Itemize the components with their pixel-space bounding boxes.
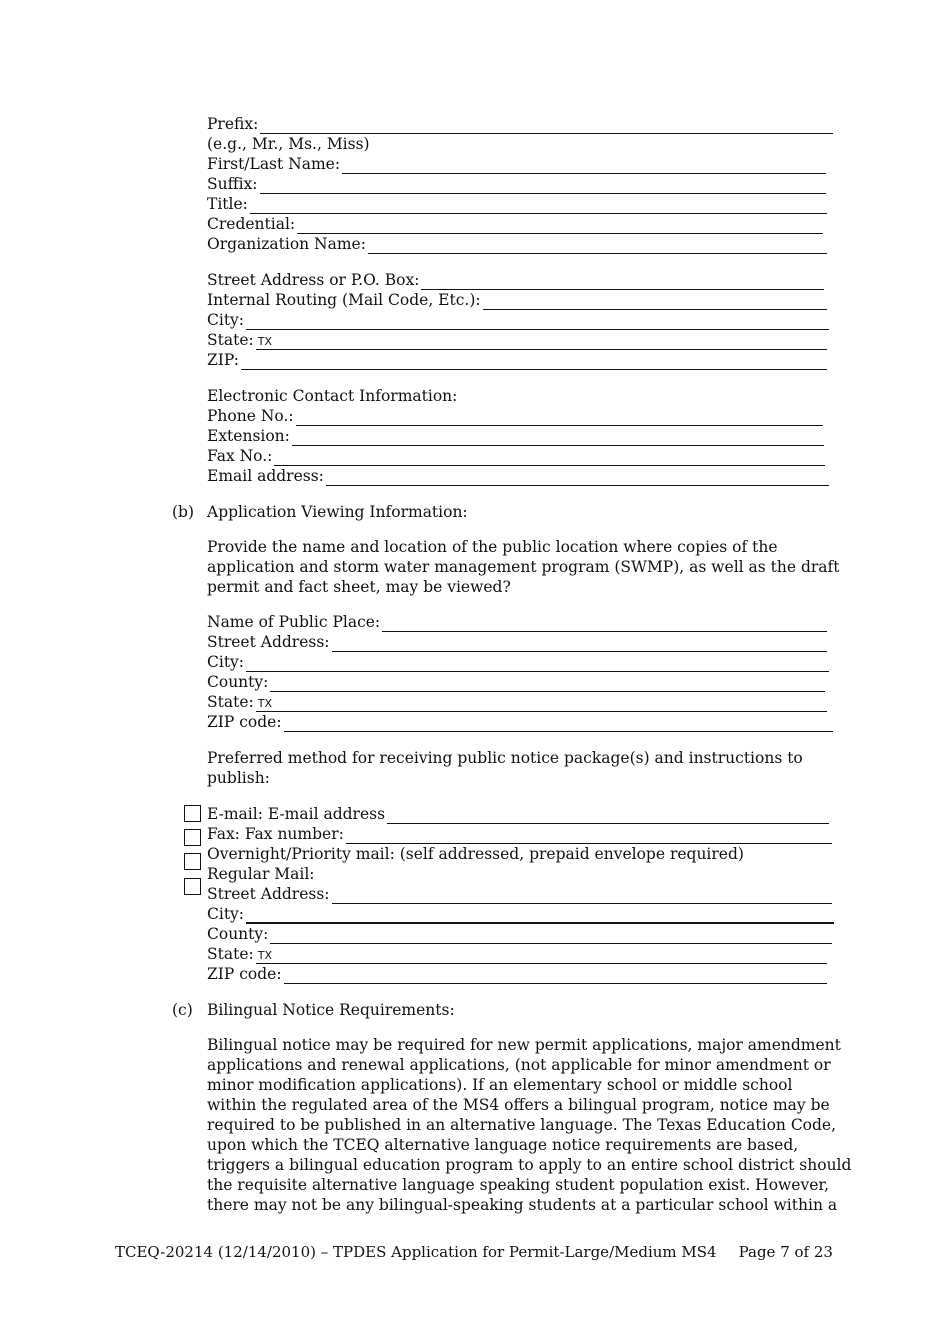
- public-state-value: TX: [257, 697, 272, 710]
- zip-field[interactable]: [207, 350, 827, 370]
- public-street-address-input-line[interactable]: [332, 636, 827, 652]
- fax-input-line[interactable]: [274, 450, 825, 466]
- fax-method-input-line[interactable]: [346, 828, 832, 844]
- mail-state-value: TX: [257, 949, 272, 962]
- public-place-label: Name of Public Place:: [207, 613, 381, 631]
- public-county-input-line[interactable]: [270, 676, 825, 692]
- section-b-heading: Application Viewing Information:: [207, 503, 468, 521]
- city-input-line[interactable]: [246, 314, 829, 330]
- public-place-field[interactable]: [207, 612, 827, 632]
- mail-state-input-line[interactable]: [256, 948, 827, 964]
- section-c-heading: Bilingual Notice Requirements:: [207, 1001, 455, 1019]
- public-street-address-field[interactable]: [207, 632, 827, 652]
- mail-county-label: County:: [207, 925, 269, 943]
- title-label: Title:: [207, 195, 248, 213]
- first-last-name-label: First/Last Name:: [207, 155, 341, 173]
- mail-zip-field[interactable]: [207, 964, 827, 984]
- mail-street-address-input-line[interactable]: [332, 888, 832, 904]
- street-address-input-line[interactable]: [421, 274, 824, 290]
- email-method-input-line[interactable]: [387, 808, 829, 824]
- state-value: TX: [257, 335, 272, 348]
- prefix-input-line[interactable]: [260, 118, 833, 134]
- extension-input-line[interactable]: [292, 430, 824, 446]
- public-street-address-label: Street Address:: [207, 633, 330, 651]
- overnight-method-checkbox[interactable]: [184, 853, 201, 870]
- email-method-checkbox[interactable]: [184, 805, 201, 822]
- fax-method-field[interactable]: [207, 824, 832, 844]
- mail-street-address-field[interactable]: [207, 884, 832, 904]
- electronic-contact-heading: Electronic Contact Information:: [207, 387, 458, 405]
- mail-city-label: City:: [207, 905, 245, 923]
- preferred-method-line: publish:: [207, 769, 270, 787]
- mail-state-field[interactable]: [207, 944, 827, 964]
- bilingual-paragraph-line: there may not be any bilingual-speaking students at a particular school within a: [207, 1196, 838, 1214]
- street-address-label: Street Address or P.O. Box:: [207, 271, 420, 289]
- organization-name-field[interactable]: [207, 234, 827, 254]
- mail-county-field[interactable]: [207, 924, 832, 944]
- first-last-name-field[interactable]: [207, 154, 826, 174]
- public-county-field[interactable]: [207, 672, 825, 692]
- mail-city-input-line[interactable]: [246, 907, 834, 924]
- email-method-field[interactable]: [207, 804, 829, 824]
- section-b-marker: (b): [172, 503, 195, 521]
- public-zip-label: ZIP code:: [207, 713, 282, 731]
- viewing-instructions-line: permit and fact sheet, may be viewed?: [207, 578, 511, 596]
- organization-name-label: Organization Name:: [207, 235, 366, 253]
- phone-label: Phone No.:: [207, 407, 294, 425]
- zip-label: ZIP:: [207, 351, 239, 369]
- email-input-line[interactable]: [326, 470, 829, 486]
- email-label: Email address:: [207, 467, 324, 485]
- city-label: City:: [207, 311, 245, 329]
- phone-input-line[interactable]: [296, 410, 823, 426]
- bilingual-paragraph-line: within the regulated area of the MS4 offers a bilingual program, notice may be: [207, 1096, 830, 1114]
- bilingual-paragraph-line: minor modification applications). If an elementary school or middle school: [207, 1076, 793, 1094]
- title-input-line[interactable]: [250, 198, 827, 214]
- credential-label: Credential:: [207, 215, 296, 233]
- page-footer: [115, 1242, 833, 1262]
- mail-zip-input-line[interactable]: [284, 968, 827, 984]
- phone-field[interactable]: [207, 406, 823, 426]
- public-county-label: County:: [207, 673, 269, 691]
- credential-input-line[interactable]: [297, 218, 823, 234]
- prefix-field[interactable]: [207, 114, 833, 134]
- public-zip-field[interactable]: [207, 712, 833, 732]
- fax-method-label: Fax: Fax number:: [207, 825, 344, 843]
- section-c-marker: (c): [172, 1001, 193, 1019]
- suffix-label: Suffix:: [207, 175, 258, 193]
- public-city-field[interactable]: [207, 652, 829, 672]
- suffix-field[interactable]: [207, 174, 826, 194]
- bilingual-paragraph-line: Bilingual notice may be required for new permit applications, major amendment: [207, 1036, 841, 1054]
- public-state-label: State:: [207, 693, 254, 711]
- internal-routing-input-line[interactable]: [483, 294, 827, 310]
- public-city-label: City:: [207, 653, 245, 671]
- preferred-method-line: Preferred method for receiving public notice package(s) and instructions to: [207, 749, 803, 767]
- viewing-instructions: [207, 537, 840, 597]
- footer-form-id: TCEQ-20214 (12/14/2010) – TPDES Application for Permit-Large/Medium MS4: [115, 1243, 717, 1261]
- bilingual-paragraph-line: upon which the TCEQ alternative language notice requirements are based,: [207, 1136, 799, 1154]
- footer-page-number: Page 7 of 23: [738, 1243, 833, 1261]
- title-field[interactable]: [207, 194, 827, 214]
- first-last-name-input-line[interactable]: [342, 158, 826, 174]
- public-city-input-line[interactable]: [246, 656, 829, 672]
- bilingual-paragraph-line: applications and renewal applications, (not applicable for minor amendment or: [207, 1056, 831, 1074]
- mail-street-address-label: Street Address:: [207, 885, 330, 903]
- viewing-instructions-line: application and storm water management program (SWMP), as well as the draft: [207, 558, 840, 576]
- email-field[interactable]: [207, 466, 829, 486]
- public-state-input-line[interactable]: [256, 696, 827, 712]
- extension-label: Extension:: [207, 427, 290, 445]
- regular-mail-label: Regular Mail:: [207, 865, 315, 883]
- suffix-input-line[interactable]: [260, 178, 826, 194]
- state-input-line[interactable]: [256, 334, 827, 350]
- street-address-field[interactable]: [207, 270, 824, 290]
- public-place-input-line[interactable]: [382, 616, 827, 632]
- bilingual-paragraph: [207, 1035, 852, 1215]
- bilingual-paragraph-line: the requisite alternative language speaking student population exist. However,: [207, 1176, 830, 1194]
- state-field[interactable]: [207, 330, 827, 350]
- credential-field[interactable]: [207, 214, 823, 234]
- extension-field[interactable]: [207, 426, 824, 446]
- city-field[interactable]: [207, 310, 829, 330]
- mail-city-field[interactable]: [207, 904, 834, 924]
- mail-county-input-line[interactable]: [270, 928, 832, 944]
- public-state-field[interactable]: [207, 692, 827, 712]
- mail-zip-label: ZIP code:: [207, 965, 282, 983]
- prefix-example: (e.g., Mr., Ms., Miss): [207, 135, 370, 153]
- internal-routing-field[interactable]: [207, 290, 827, 310]
- viewing-instructions-line: Provide the name and location of the public location where copies of the: [207, 538, 778, 556]
- bilingual-paragraph-line: required to be published in an alternative language. The Texas Education Code,: [207, 1116, 837, 1134]
- preferred-method-text: [207, 748, 837, 788]
- public-zip-input-line[interactable]: [284, 716, 833, 732]
- prefix-label: Prefix:: [207, 115, 259, 133]
- fax-field[interactable]: [207, 446, 825, 466]
- organization-name-input-line[interactable]: [368, 238, 827, 254]
- mail-state-label: State:: [207, 945, 254, 963]
- overnight-method-label: Overnight/Priority mail: (self addressed, prepaid envelope required): [207, 845, 744, 863]
- state-label: State:: [207, 331, 254, 349]
- fax-label: Fax No.:: [207, 447, 273, 465]
- email-method-label: E-mail: E-mail address: [207, 805, 386, 823]
- regular-mail-method-checkbox[interactable]: [184, 878, 201, 895]
- zip-input-line[interactable]: [241, 354, 827, 370]
- internal-routing-label: Internal Routing (Mail Code, Etc.):: [207, 291, 481, 309]
- fax-method-checkbox[interactable]: [184, 829, 201, 846]
- bilingual-paragraph-line: triggers a bilingual education program to apply to an entire school district should: [207, 1156, 852, 1174]
